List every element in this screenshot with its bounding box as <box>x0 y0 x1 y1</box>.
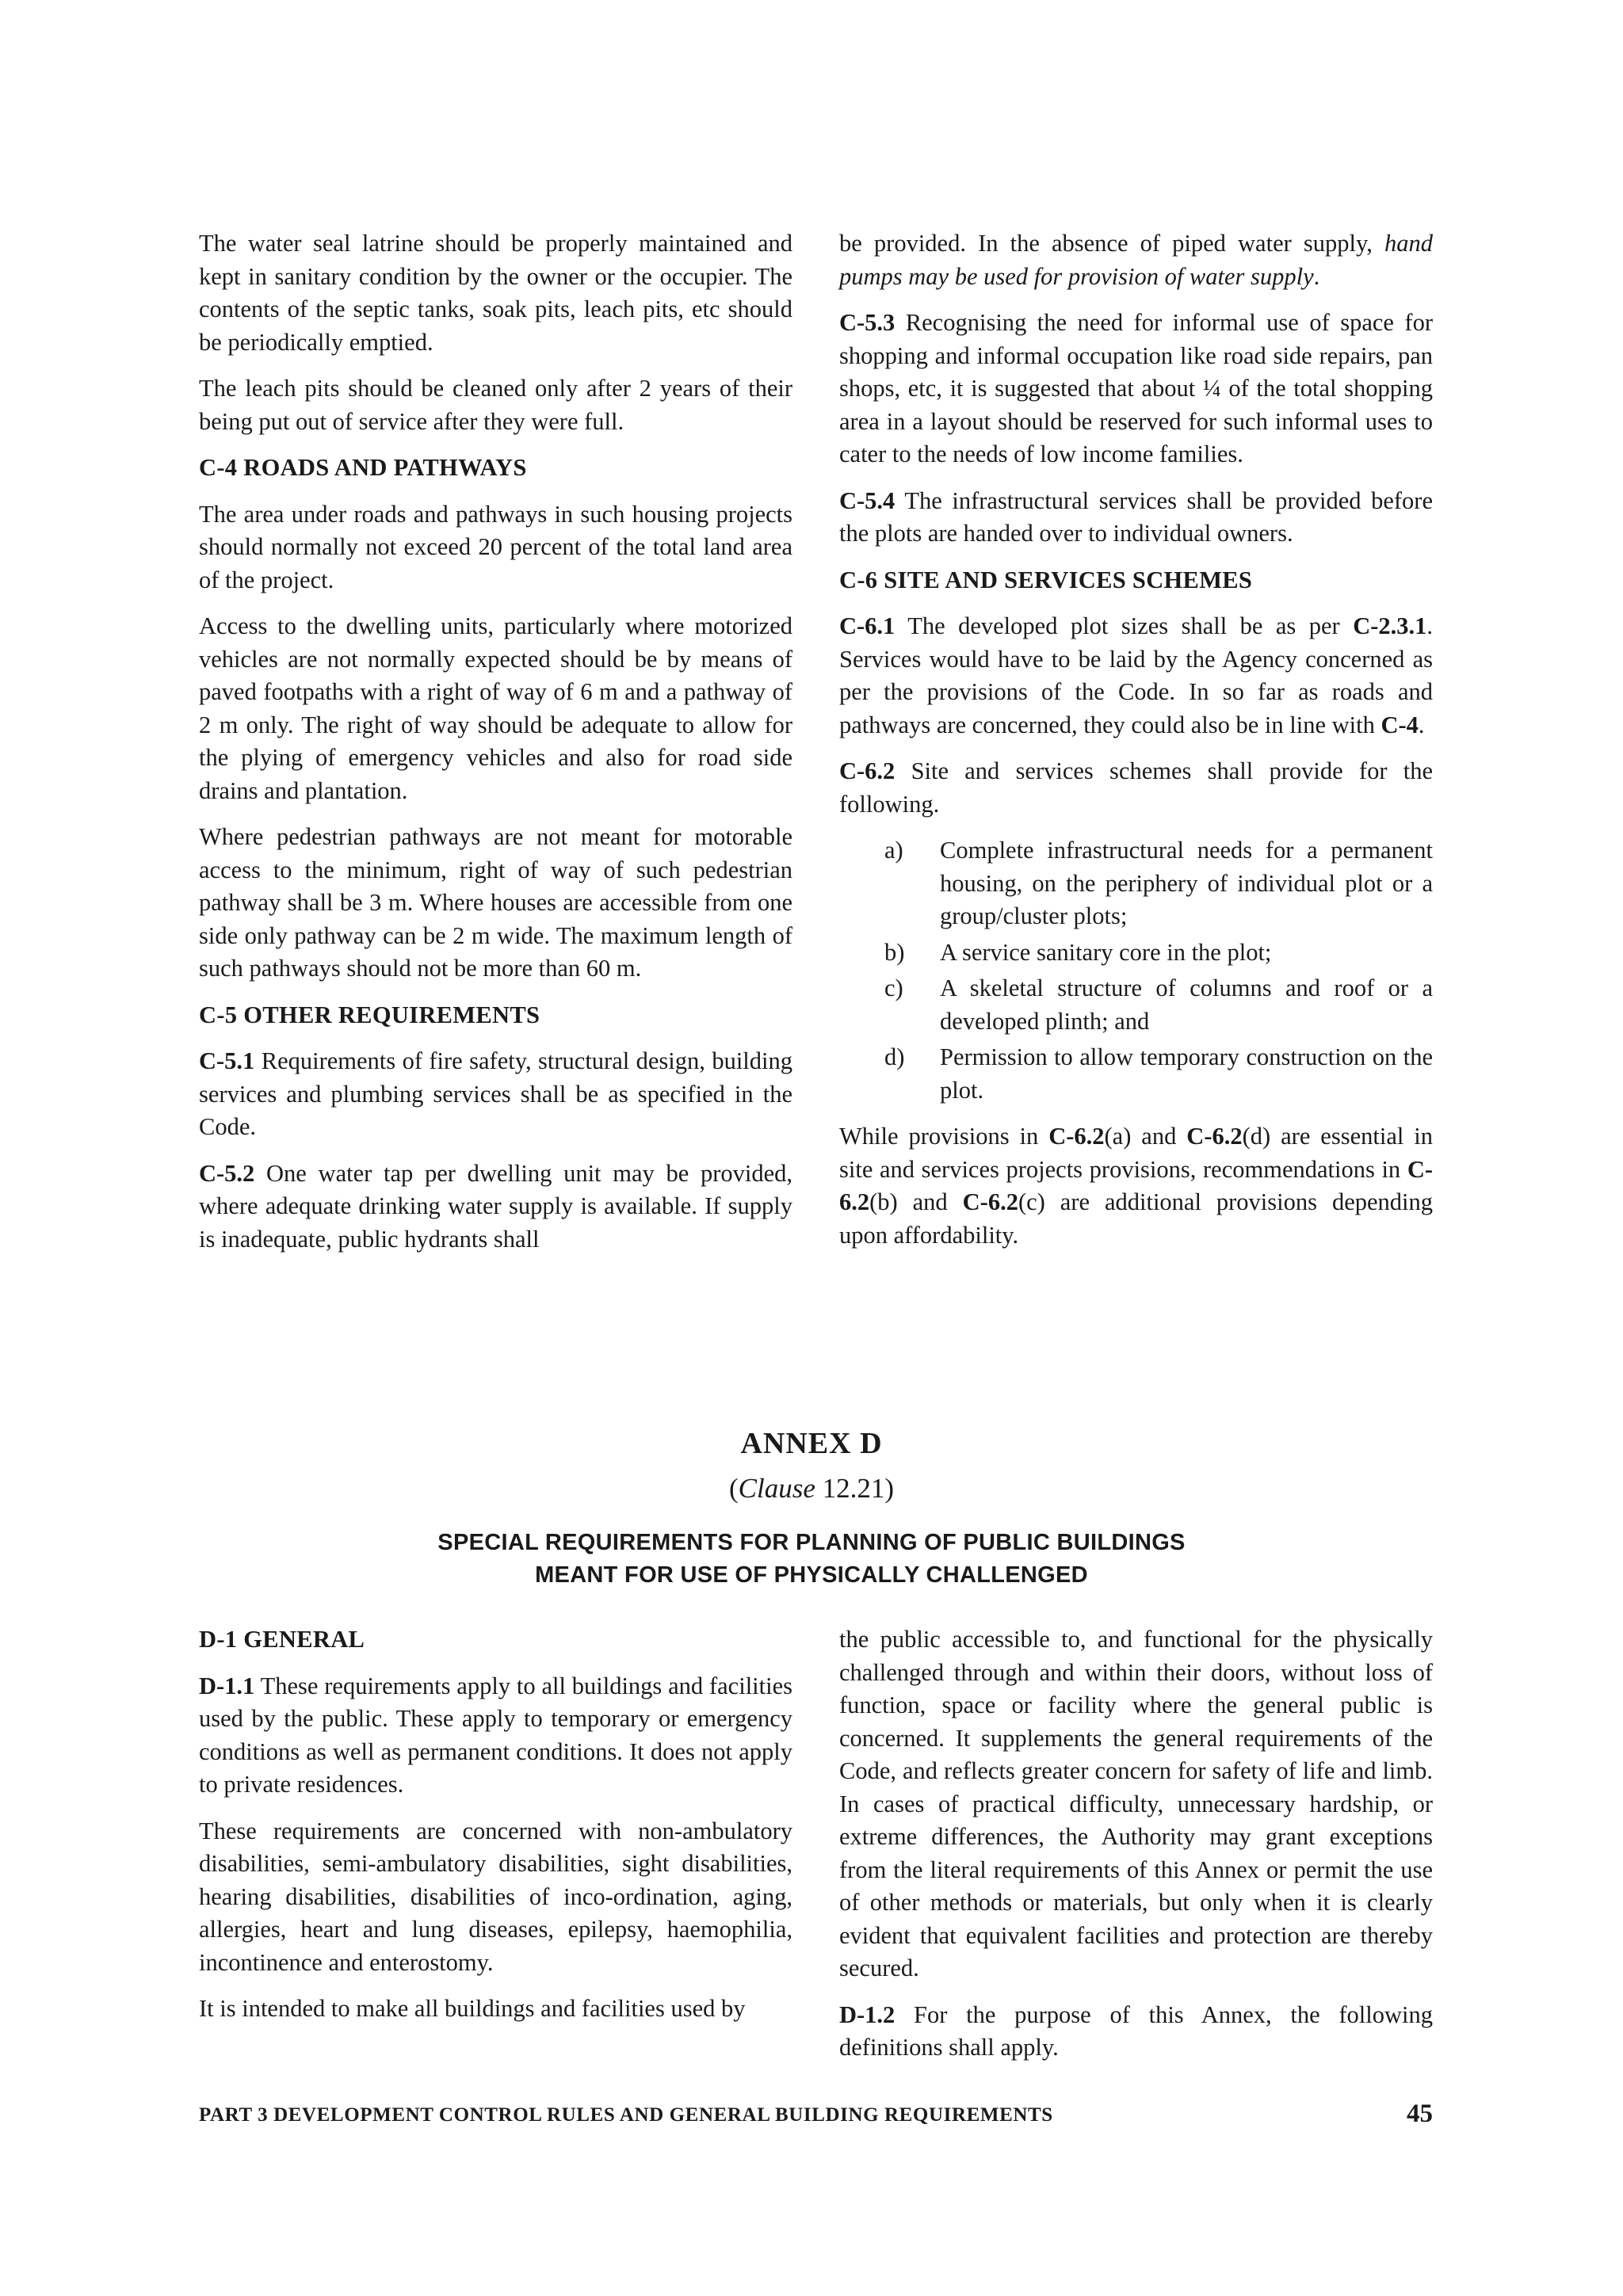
annex-subject-line: SPECIAL REQUIREMENTS FOR PLANNING OF PUBLIC BUILDINGS <box>437 1530 1186 1555</box>
clause-c6-2 <box>839 755 1433 821</box>
paragraph-disabilities: These requirements are concerned with non-ambulatory disabilities, semi-ambulatory disabilities, sight disabilities, hearing disabilities, disabilities of inco-ordination, aging, allergies, heart and lung diseases, epilepsy, haemophilia, incontinence and enterostomy. <box>199 1817 792 1976</box>
paragraph-while-provisions <box>839 1120 1433 1252</box>
clause-c6-1 <box>839 610 1433 742</box>
clause-ref: C-2.3.1 <box>1353 612 1427 639</box>
page-footer <box>199 2100 1433 2131</box>
list-item <box>839 936 1433 970</box>
upper-left-column <box>199 227 792 1256</box>
annex-subject-heading <box>0 1527 1623 1592</box>
heading-c5-other-requirements: C-5 OTHER REQUIREMENTS <box>199 1001 540 1028</box>
paragraph-road-area: The area under roads and pathways in such housing projects should normally not exceed 20 percent of the total land area of the project. <box>199 500 792 593</box>
clause-ref: D-1.1 <box>199 1672 255 1699</box>
text: (d) are essential in site and services projects provisions, recommendations in <box>839 1123 1433 1183</box>
clause-ref: D-1.2 <box>839 2000 896 2028</box>
clause-ref: C-5.4 <box>839 486 896 514</box>
clause-c5-2 <box>199 1158 792 1257</box>
list-item <box>839 972 1433 1038</box>
text: (b) and <box>869 1188 963 1215</box>
heading-c6-site-services: C-6 SITE AND SERVICES SCHEMES <box>839 566 1253 593</box>
clause-c5-1 <box>199 1045 792 1144</box>
clause-d1-2 <box>839 1999 1433 2065</box>
list-marker: a) <box>884 837 903 864</box>
annex-subject-line: MEANT FOR USE OF PHYSICALLY CHALLENGED <box>535 1562 1088 1588</box>
footer-part-title: PART 3 DEVELOPMENT CONTROL RULES AND GENERAL BUILDING REQUIREMENTS <box>199 2104 1053 2126</box>
list-item-text: A skeletal structure of columns and roof or a developed plinth; and <box>940 974 1433 1035</box>
clause-ref: C-5.3 <box>839 309 896 336</box>
clause-text: These requirements apply to all buildings and facilities used by the public. These apply to temporary or emergency conditions as well as permanent conditions. It does not apply to private residences. <box>199 1672 792 1798</box>
list-item-text: Complete infrastructural needs for a permanent housing, on the periphery of individual plot or a group/cluster plots; <box>940 837 1433 929</box>
lower-right-column <box>839 1623 1433 2065</box>
clause-ref: C-6.2 <box>839 757 896 784</box>
clause-text: For the purpose of this Annex, the following definitions shall apply. <box>839 2000 1433 2061</box>
list-item-text: A service sanitary core in the plot; <box>940 938 1272 966</box>
clause-c5-3 <box>839 307 1433 471</box>
clause-c5-4 <box>839 485 1433 551</box>
lower-left-column <box>199 1623 792 2026</box>
list-marker: c) <box>884 974 903 1001</box>
paragraph-public-accessible: the public accessible to, and functional for the physically challenged through and within their doors, without loss of function, space or facility where the general public is concerned. It supplements the general requirements of the Code, and reflects greater concern for safety of life and limb. In cases of practical difficulty, unnecessary hardship, or extreme differences, the Authority may grant exceptions from the literal requirements of this Annex or permit the use of other methods or materials, but only when it is clearly evident that equivalent facilities and protection are thereby secured. <box>839 1626 1433 1981</box>
page-number: 45 <box>1407 2100 1433 2128</box>
paragraph-latrine-maintenance: The water seal latrine should be properly maintained and kept in sanitary condition by the owner or the occupier. The contents of the septic tanks, soak pits, leach pits, etc should be periodically emptied. <box>199 230 792 356</box>
annex-clause: (Clause 12.21) <box>728 1473 895 1504</box>
paragraph-intent: It is intended to make all buildings and facilities used by <box>199 1995 746 2022</box>
clause-ref: C-6.1 <box>839 612 896 639</box>
annex-title: ANNEX D <box>740 1427 883 1460</box>
clause-text: Requirements of fire safety, structural design, building services and plumbing services shall be as specified in the Code. <box>199 1047 792 1140</box>
list-item <box>839 1041 1433 1107</box>
annex-heading-block <box>0 1424 1623 1592</box>
clause-d1-1 <box>199 1670 792 1802</box>
clause-text: One water tap per dwelling unit may be provided, where adequate drinking water supply is available. If supply is inadequate, public hydrants shall <box>199 1159 792 1253</box>
clause-text: . <box>1418 711 1425 738</box>
heading-d1-general: D-1 GENERAL <box>199 1626 365 1653</box>
clause-ref: C-6.2 <box>839 1155 1433 1215</box>
clause-ref: C-5.1 <box>199 1047 255 1074</box>
paragraph-water-supply-continued <box>839 227 1433 293</box>
clause-ref: C-5.2 <box>199 1159 255 1187</box>
clause-text: The developed plot sizes shall be as per <box>895 612 1354 639</box>
clause-ref: C-6.2 <box>962 1188 1018 1215</box>
list-marker: d) <box>884 1043 905 1070</box>
list-item <box>839 834 1433 933</box>
clause-text: . Services would have to be laid by the Agency concerned as per the provisions of the Code. In so far as roads and pathways are concerned, they could also be in line with <box>839 612 1433 738</box>
text: . <box>1313 262 1320 290</box>
clause-ref: C-6.2 <box>1048 1123 1105 1150</box>
paragraph-pedestrian-pathways: Where pedestrian pathways are not meant for motorable access to the minimum, right of way of such pedestrian pathway shall be 3 m. Where houses are accessible from one side only pathway can be 2 m wide. The maximum length of such pathways should not be more than 60 m. <box>199 823 792 982</box>
clause-ref: C-4 <box>1381 711 1419 738</box>
clause-number: 12.21 <box>815 1473 885 1504</box>
clause-ref: C-6.2 <box>1186 1123 1243 1150</box>
text: (a) and <box>1104 1123 1187 1150</box>
text: While provisions in <box>839 1123 1049 1150</box>
heading-c4-roads-pathways: C-4 ROADS AND PATHWAYS <box>199 454 527 481</box>
clause-text: The infrastructural services shall be provided before the plots are handed over to individual owners. <box>839 486 1433 547</box>
clause-text: Site and services schemes shall provide for the following. <box>839 757 1433 818</box>
paragraph-access-dwelling: Access to the dwelling units, particularly where motorized vehicles are not normally expected should be by means of paved footpaths with a right of way of 6 m and a pathway of 2 m only. The right of way should be adequate to allow for the plying of emergency vehicles and also for road side drains and plantation. <box>199 612 792 804</box>
list-marker: b) <box>884 938 905 966</box>
italic-text: hand pumps may be used for provision of water supply <box>839 230 1433 290</box>
clause-text: Recognising the need for informal use of space for shopping and informal occupation like road side repairs, pan shops, etc, it is suggested that about ¼ of the total shopping area in a layout should be reserved for such informal uses to cater to the needs of low income families. <box>839 309 1433 467</box>
list-item-text: Permission to allow temporary construction on the plot. <box>940 1043 1433 1104</box>
text: be provided. In the absence of piped water supply, <box>839 230 1384 257</box>
clause-word: Clause <box>738 1473 815 1504</box>
provision-list <box>839 834 1433 1107</box>
text: (c) are additional provisions depending upon affordability. <box>839 1188 1433 1249</box>
upper-right-column <box>839 227 1433 1252</box>
paragraph-leach-pits: The leach pits should be cleaned only after 2 years of their being put out of service after they were full. <box>199 375 792 435</box>
